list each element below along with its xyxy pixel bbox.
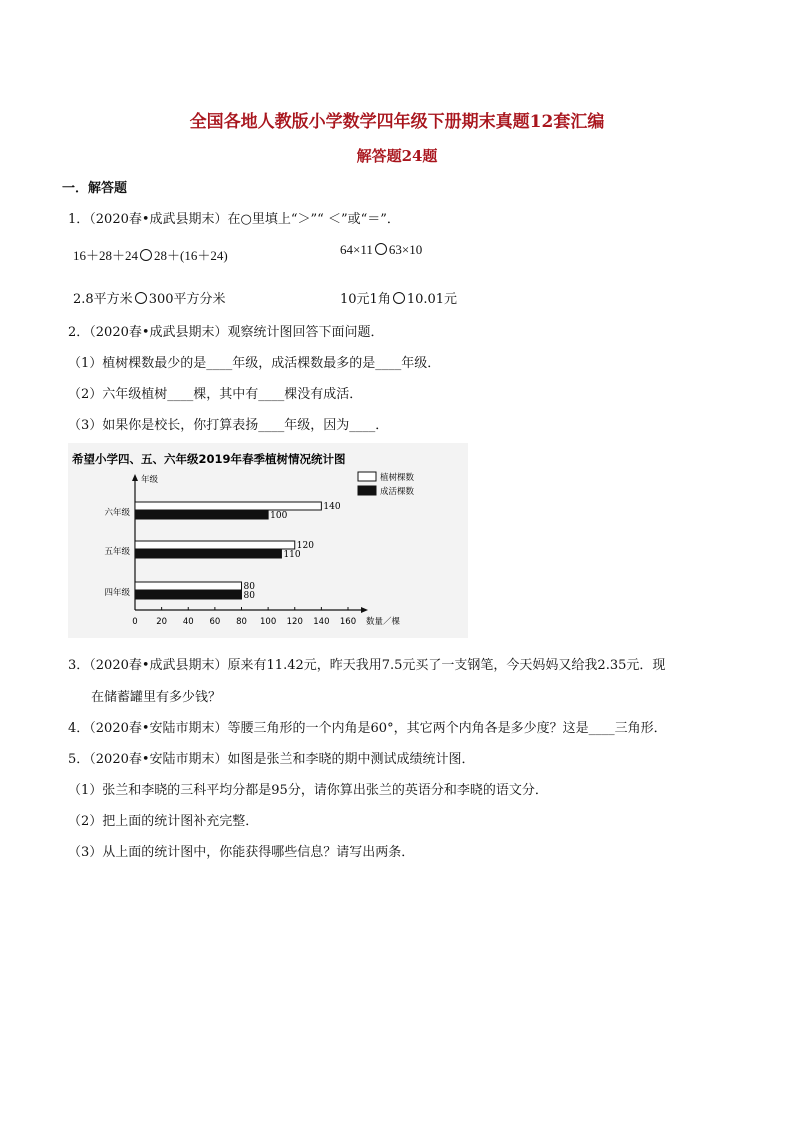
expr-left: 10元1角	[340, 292, 391, 307]
question-text: （2020春•成武县期末）在○里填上“＞”“ ＜”或“＝”．	[89, 212, 400, 227]
x-tick-label: 140	[313, 617, 330, 627]
x-tick-label: 100	[260, 617, 277, 627]
x-tick-label: 40	[182, 617, 194, 627]
expression-d	[340, 288, 457, 307]
question-5-part-2: （2）把上面的统计图补充完整．	[68, 814, 259, 829]
document-title: 全国各地人教版小学数学四年级下册期末真题12套汇编	[189, 112, 605, 132]
bar-survived	[135, 591, 242, 599]
expr-right: 300平方分米	[148, 292, 226, 307]
x-tick-label: 0	[132, 617, 138, 627]
blank-circle-icon	[135, 292, 147, 304]
question-4	[68, 717, 667, 736]
question-5	[68, 748, 475, 767]
section-heading: 一．解答题	[62, 181, 128, 196]
expression-b	[340, 242, 422, 258]
bar-value-label: 120	[296, 541, 314, 551]
question-text: （2020春•安陆市期末）如图是张兰和李晓的期中测试成绩统计图．	[89, 752, 475, 767]
x-tick-label: 20	[156, 617, 168, 627]
x-tick-label: 60	[209, 617, 221, 627]
category-label: 四年级	[104, 588, 130, 598]
legend-label: 植树棵数	[380, 473, 415, 483]
legend-label: 成活棵数	[380, 487, 415, 497]
expr-right: 63×10	[388, 242, 423, 257]
question-number: 2．	[68, 325, 90, 340]
bar-survived	[135, 550, 281, 558]
bar-value-label: 140	[323, 502, 341, 512]
bar-value-label: 80	[243, 582, 255, 592]
question-text: （2020春•成武县期末）观察统计图回答下面问题．	[89, 325, 384, 340]
question-3	[68, 654, 665, 673]
bar-planted	[135, 541, 295, 549]
x-tick-label: 120	[286, 617, 303, 627]
bar-planted	[135, 582, 242, 590]
legend-swatch	[358, 472, 376, 481]
question-number: 5．	[68, 752, 90, 767]
x-axis-label: 数量／棵	[366, 617, 401, 627]
question-number: 1．	[68, 212, 90, 227]
question-number: 3．	[68, 658, 90, 673]
blank-circle-icon	[393, 292, 405, 304]
question-text: （2020春•成武县期末）原来有11.42元，昨天我用7.5元买了一支钢笔，今天妈妈又给我2.35元．现	[89, 658, 666, 673]
tree-planting-chart	[68, 443, 468, 638]
question-2-part-1: （1）植树棵数最少的是____年级，成活棵数最多的是____年级．	[68, 356, 441, 371]
expr-left: 64×11	[340, 242, 373, 257]
expr-right: 10.01元	[406, 292, 458, 307]
x-tick-label: 160	[339, 617, 357, 627]
expr-left: 2.8平方米	[73, 292, 133, 307]
expr-right: 28＋(16＋24)	[154, 248, 228, 263]
expression-c	[73, 288, 226, 307]
question-2-part-3: （3）如果你是校长，你打算表扬____年级，因为____．	[68, 418, 389, 433]
bar-survived	[135, 511, 268, 519]
bar-value-label: 110	[283, 550, 301, 560]
question-2-part-2: （2）六年级植树____棵，其中有____棵没有成活．	[68, 387, 363, 402]
question-1	[68, 208, 400, 227]
question-2	[68, 321, 384, 340]
question-3-continued: 在储蓄罐里有多少钱？	[91, 690, 222, 705]
category-label: 六年级	[104, 508, 130, 518]
bar-chart-svg	[68, 443, 468, 638]
legend-swatch	[358, 486, 376, 495]
category-label: 五年级	[104, 547, 130, 557]
x-tick-label: 80	[236, 617, 247, 627]
question-text: （2020春•安陆市期末）等腰三角形的一个内角是60°，其它两个内角各是多少度？这是____三角形．	[89, 721, 667, 736]
blank-circle-icon	[375, 243, 387, 255]
bar-planted	[135, 502, 321, 510]
document-subtitle: 解答题24题	[356, 147, 438, 165]
chart-title: 希望小学四、五、六年级2019年春季植树情况统计图	[72, 452, 346, 466]
bar-value-label: 80	[243, 591, 255, 601]
blank-circle-icon	[140, 249, 152, 261]
question-5-part-3: （3）从上面的统计图中，你能获得哪些信息？请写出两条．	[68, 845, 415, 860]
expression-a	[73, 245, 228, 264]
y-axis-label: 年级	[141, 475, 159, 485]
question-number: 4．	[68, 721, 90, 736]
expr-left: 16＋28＋24	[73, 248, 139, 263]
question-5-part-1: （1）张兰和李晓的三科平均分都是95分，请你算出张兰的英语分和李晓的语文分．	[68, 783, 548, 798]
bar-value-label: 100	[270, 511, 288, 521]
